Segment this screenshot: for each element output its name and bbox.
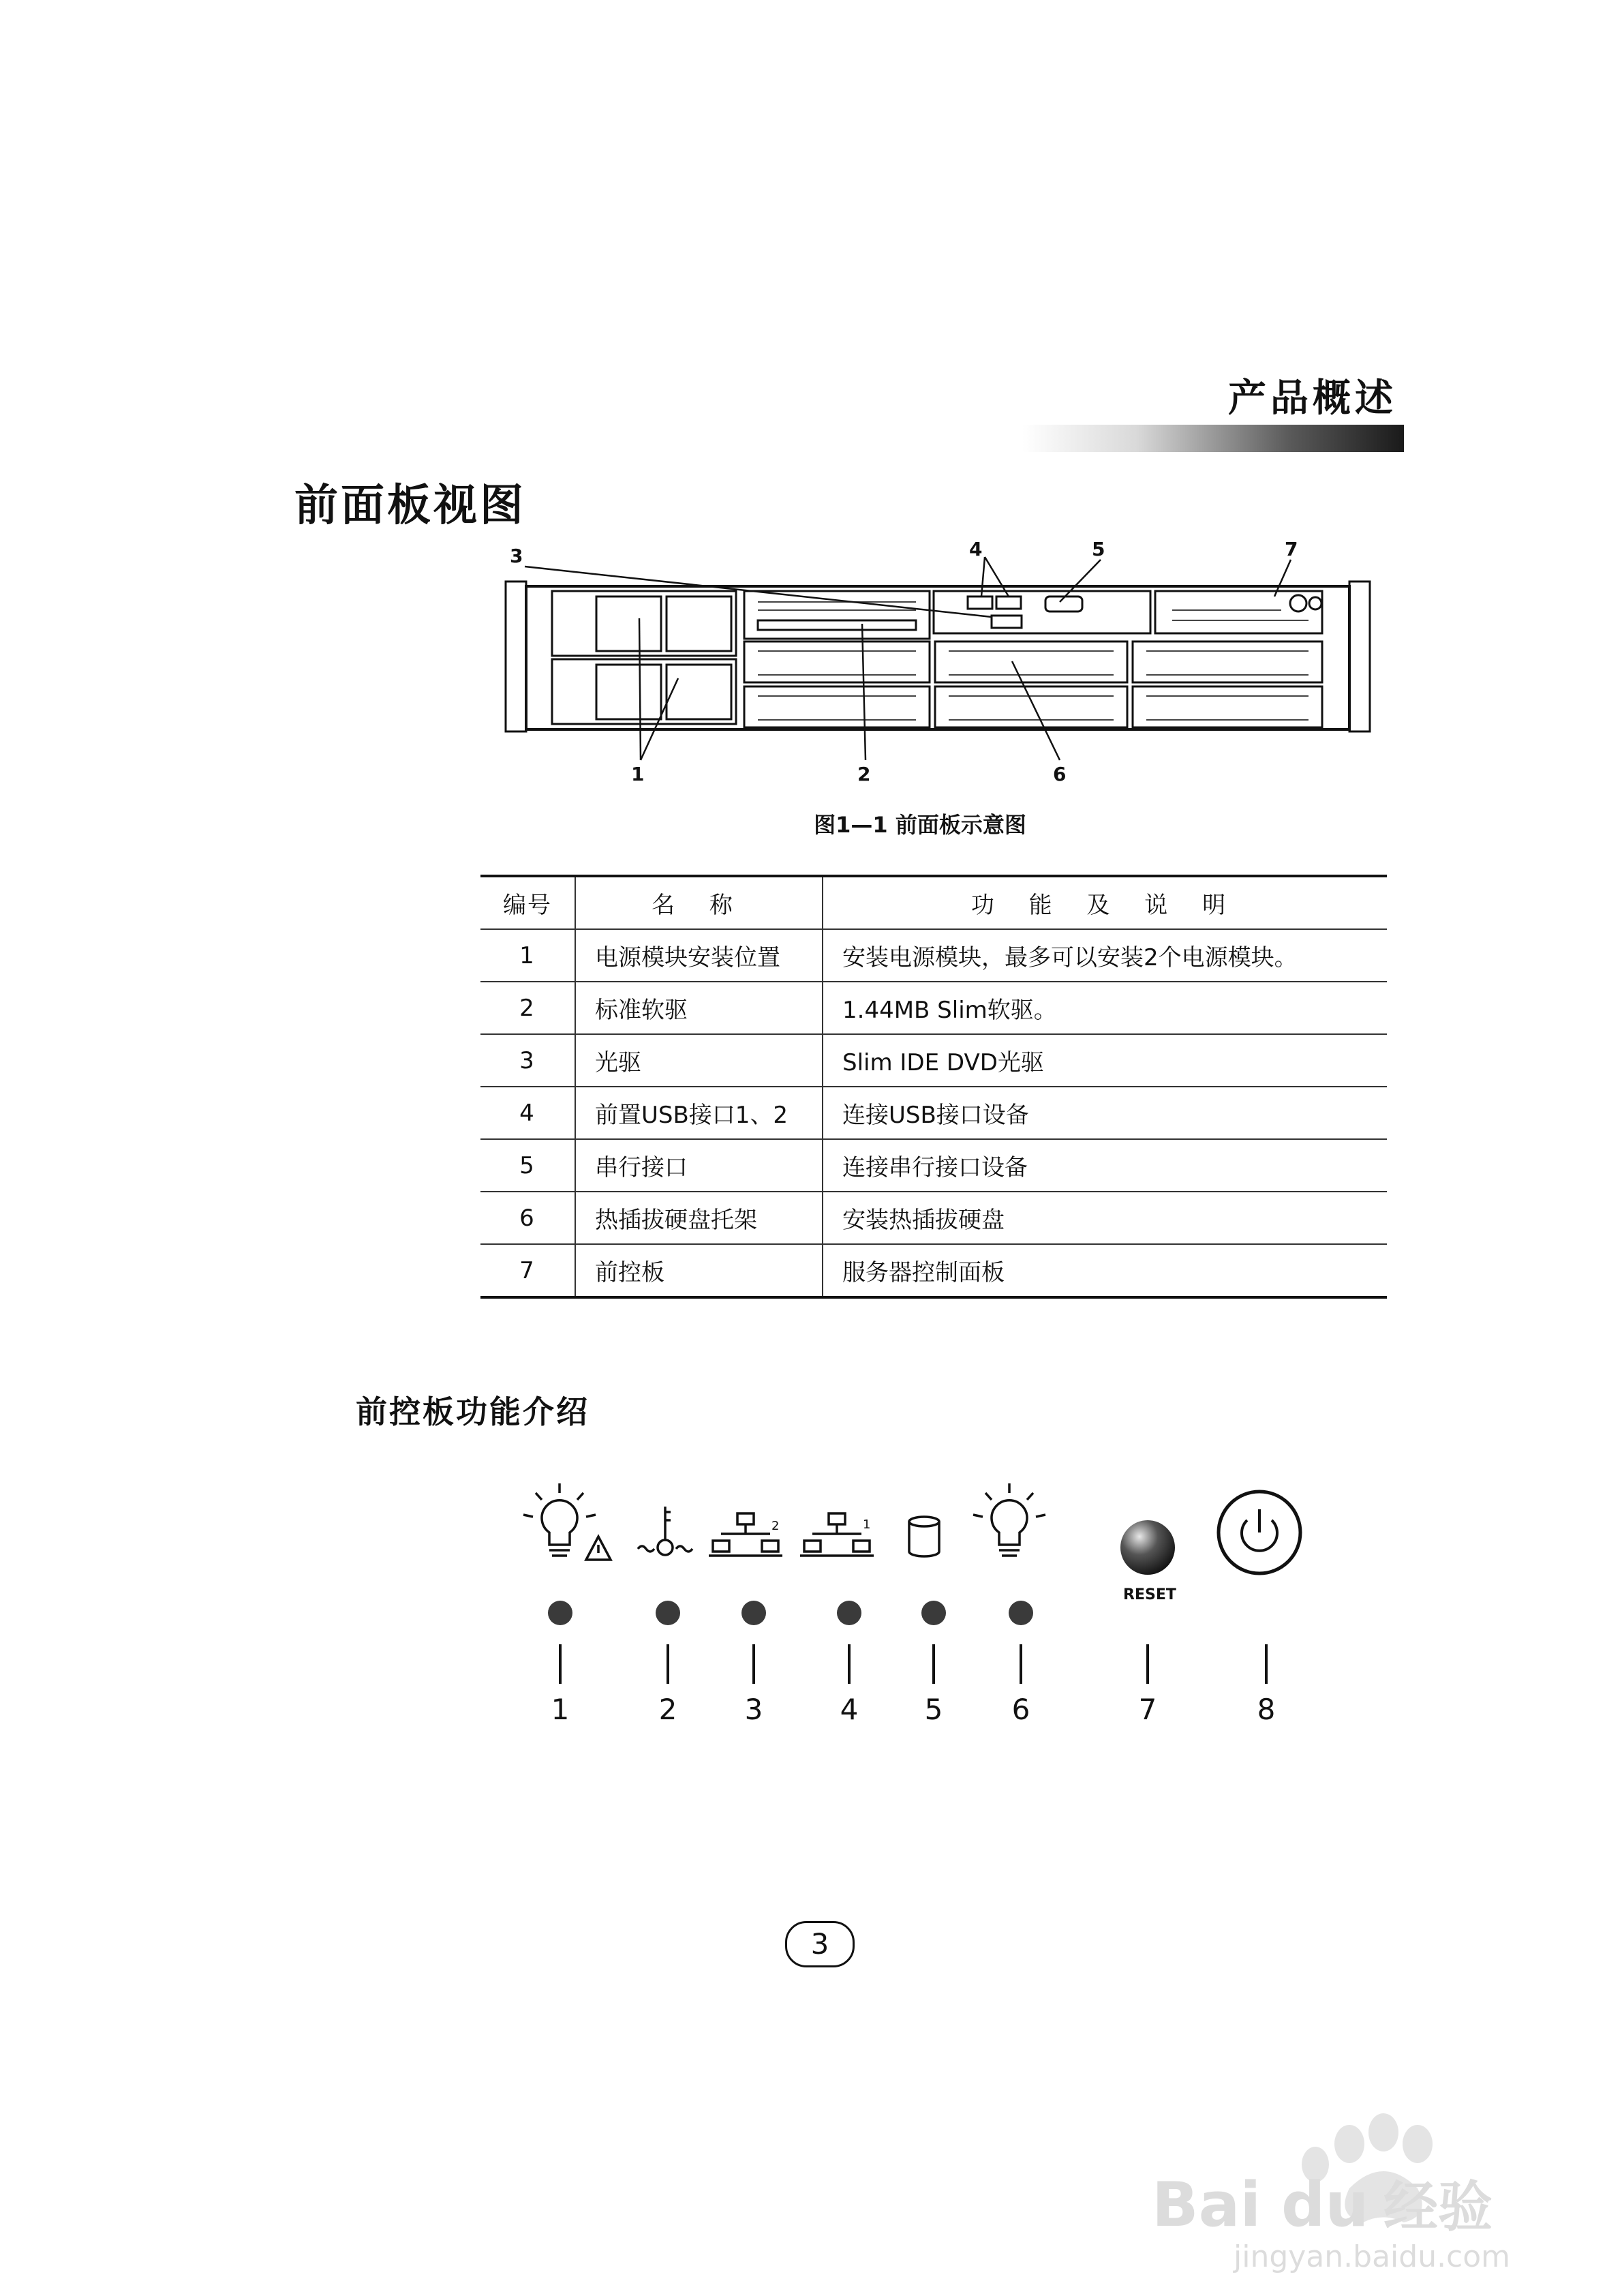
row-name: 光驱 (575, 1034, 823, 1087)
row-num: 4 (480, 1087, 575, 1139)
control-number: 3 (744, 1693, 763, 1726)
row-desc: 安装热插拔硬盘 (823, 1192, 1387, 1244)
hdd-tray (1133, 641, 1322, 682)
row-num: 5 (480, 1139, 575, 1192)
row-desc: 连接USB接口设备 (823, 1087, 1387, 1139)
led-2 (656, 1601, 680, 1625)
led-4 (837, 1601, 861, 1625)
psu-fan-grille (667, 596, 731, 651)
row-name: 前置USB接口1、2 (575, 1087, 823, 1139)
reset-knob (1309, 597, 1321, 609)
power-button-icon (1219, 1492, 1300, 1573)
row-desc: 1.44MB Slim软驱。 (823, 982, 1387, 1034)
network-1-label: 1 (863, 1517, 871, 1532)
power-bulb-icon (973, 1483, 1045, 1556)
row-desc: 服务器控制面板 (823, 1244, 1387, 1297)
header-gradient-bar (1022, 425, 1404, 452)
floppy-slot (758, 620, 916, 630)
hdd-tray (935, 641, 1127, 682)
callout-7: 7 (1285, 542, 1298, 560)
table-row (480, 1034, 1387, 1087)
control-number: 5 (924, 1693, 943, 1726)
header-num: 编号 (480, 876, 575, 929)
front-panel-title: 前面板视图 (294, 481, 526, 531)
header-name: 名 称 (575, 876, 823, 929)
row-num: 1 (480, 929, 575, 982)
section-label: 产品概述 (1228, 376, 1397, 421)
led-6 (1009, 1601, 1033, 1625)
io-module (934, 591, 1150, 633)
control-number: 7 (1138, 1693, 1157, 1726)
table-row (480, 982, 1387, 1034)
control-panel-diagram (504, 1479, 1336, 1752)
figure-caption: 图1—1 前面板示意图 (814, 812, 1026, 838)
row-name: 电源模块安装位置 (575, 929, 823, 982)
watermark-brand-tail: du (1281, 2169, 1369, 2241)
control-number: 8 (1257, 1693, 1276, 1726)
left-rack-ear (506, 581, 526, 731)
led-3 (741, 1601, 766, 1625)
callout-1: 1 (631, 763, 645, 785)
front-panel-diagram (504, 542, 1390, 787)
usb-port (968, 596, 992, 609)
power-knob (1290, 595, 1306, 611)
optical-drive-bay (744, 591, 930, 639)
control-number: 2 (658, 1693, 677, 1726)
row-name: 标准软驱 (575, 982, 823, 1034)
control-number: 4 (840, 1693, 859, 1726)
hdd-tray (1133, 686, 1322, 727)
led-5 (921, 1601, 946, 1625)
control-number: 1 (551, 1693, 570, 1726)
page-number: 3 (785, 1921, 855, 1967)
fault-bulb-icon (523, 1483, 611, 1560)
row-num: 3 (480, 1034, 575, 1087)
right-rack-ear (1349, 581, 1370, 731)
table-row (480, 929, 1387, 982)
dvd-button (992, 616, 1022, 628)
hdd-tray (744, 686, 930, 727)
temperature-icon (638, 1507, 692, 1555)
baidu-watermark (1145, 2106, 1527, 2277)
usb-port (996, 596, 1021, 609)
table-row (480, 1244, 1387, 1297)
row-desc: 连接串行接口设备 (823, 1139, 1387, 1192)
row-desc: Slim IDE DVD光驱 (823, 1034, 1387, 1087)
row-desc: 安装电源模块，最多可以安装2个电源模块。 (823, 929, 1387, 982)
reset-button-icon (1120, 1520, 1175, 1575)
spec-table (480, 875, 1387, 1299)
hdd-tray (935, 686, 1127, 727)
control-panel-title: 前控板功能介绍 (356, 1393, 590, 1430)
led-1 (548, 1601, 572, 1625)
watermark-url: jingyan.baidu.com (1234, 2239, 1511, 2274)
callout-6: 6 (1053, 763, 1067, 785)
control-number: 6 (1011, 1693, 1030, 1726)
psu-fan-grille (596, 665, 661, 719)
row-num: 2 (480, 982, 575, 1034)
row-num: 6 (480, 1192, 575, 1244)
watermark-cn: 经验 (1383, 2175, 1493, 2239)
row-num: 7 (480, 1244, 575, 1297)
reset-label: RESET (1123, 1586, 1176, 1603)
row-name: 串行接口 (575, 1139, 823, 1192)
psu-bay-2 (552, 659, 736, 724)
psu-bay-1 (552, 591, 736, 656)
row-name: 前控板 (575, 1244, 823, 1297)
psu-fan-grille (596, 596, 661, 651)
row-name: 热插拔硬盘托架 (575, 1192, 823, 1244)
network-2-label: 2 (771, 1519, 780, 1533)
watermark-brand: Bai (1152, 2169, 1261, 2241)
table-row (480, 1139, 1387, 1192)
hdd-tray (744, 641, 930, 682)
table-row (480, 1087, 1387, 1139)
hdd-activity-icon (909, 1517, 939, 1556)
chassis-outline (526, 586, 1349, 729)
header-desc: 功 能 及 说 明 (823, 876, 1387, 929)
table-header-row (480, 876, 1387, 929)
table-row (480, 1192, 1387, 1244)
callout-3: 3 (510, 545, 523, 567)
psu-fan-grille (667, 665, 731, 719)
callout-4: 4 (969, 542, 983, 560)
callout-5: 5 (1092, 542, 1105, 560)
callout-2: 2 (857, 763, 871, 785)
